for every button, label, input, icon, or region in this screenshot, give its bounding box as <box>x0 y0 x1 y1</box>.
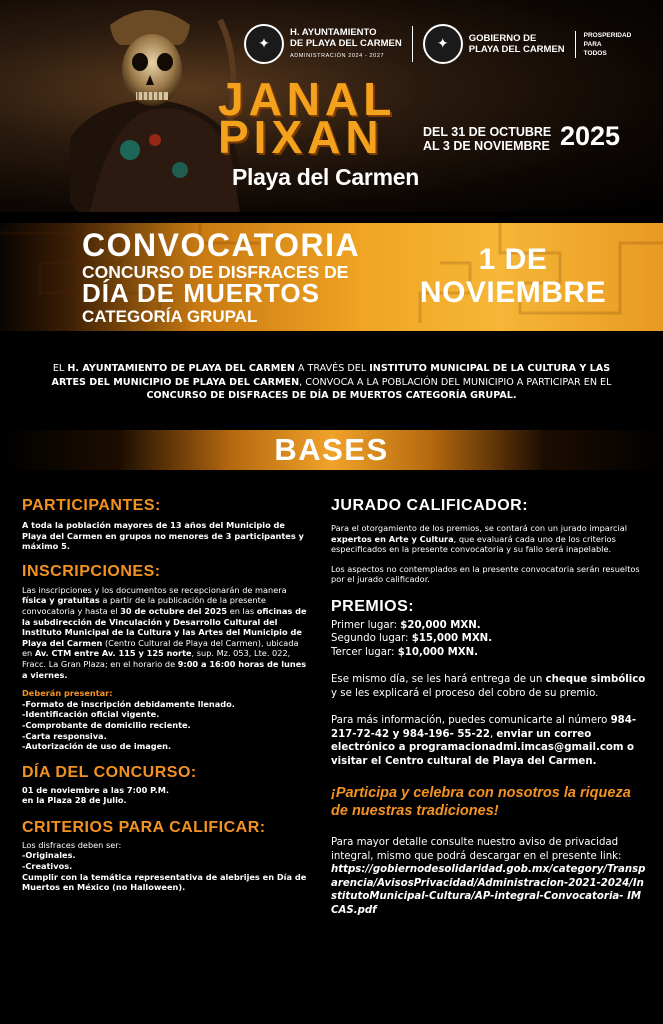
bases-heading: BASES <box>274 432 389 467</box>
contest-date-line2: NOVIEMBRE <box>419 276 607 309</box>
contest-date-line1: 1 DE <box>478 243 548 276</box>
inscripciones-span: a partir de la publicación de la presente convocatoria y hasta el <box>22 595 266 616</box>
event-title-line1: JANAL <box>218 73 397 125</box>
dia-concurso-heading: DÍA DEL CONCURSO: <box>22 763 197 781</box>
inscripciones-text <box>22 585 307 680</box>
intro-paragraph <box>40 362 623 403</box>
privacy-link[interactable]: https://gobiernodesolidaridad.gob.mx/category/Transparencia/AvisosPrivacidad/Administracion-2021-2024/InstitutoMunicipal-Cultura/AP-integral-Convocatoria- IMCAS.pdf <box>331 864 646 916</box>
inscripciones-bold: Av. CTM entre Av. 115 y 125 norte <box>34 648 192 659</box>
jurado-span: , que evaluará cada uno de los criterios especificados en la presente convocatoria y su fallo será inapelable. <box>331 533 616 555</box>
participantes-heading: PARTICIPANTES: <box>22 497 161 514</box>
event-dates-line2: AL 3 DE NOVIEMBRE <box>423 139 550 153</box>
premio-label: Segundo lugar: <box>331 633 412 645</box>
intro-text: EL <box>52 363 68 374</box>
call-to-action: ¡Participa y celebra con nosotros la riqueza de nuestras tradiciones! <box>331 785 631 820</box>
inscripciones-bold: 30 de octubre del 2025 <box>120 605 228 616</box>
contact-phones: 984-217-72-42 y 984-196- 55-22 <box>331 715 637 740</box>
criterio-item: -Originales. <box>22 850 76 861</box>
premios-list <box>331 619 646 660</box>
premios-note <box>331 673 646 700</box>
premio-amount: $10,000 MXN. <box>397 646 479 658</box>
inscripciones-heading: INSCRIPCIONES: <box>22 562 161 580</box>
org2-line1: GOBIERNO DE <box>468 33 537 44</box>
dia-concurso-line: en la Plaza 28 de Julio. <box>22 795 127 806</box>
slogan-line2: PARA <box>583 40 602 48</box>
premios-note-bold: cheque simbólico <box>545 674 646 686</box>
criterios-heading: CRITERIOS PARA CALIFICAR: <box>22 818 266 836</box>
criterios-intro: Los disfraces deben ser: <box>22 839 122 850</box>
criterio-item: Cumplir con la temática representativa de alebrijes en Día de Muertos en México (no Halloween). <box>22 871 307 893</box>
intro-bold: INSTITUTO MUNICIPAL DE LA CULTURA Y LAS ARTES DEL MUNICIPIO DE PLAYA DEL CARMEN <box>51 363 611 388</box>
gobierno-logo-text <box>469 33 565 55</box>
jurado-heading: JURADO CALIFICADOR: <box>331 497 529 514</box>
document-item: -Carta responsiva. <box>22 730 107 741</box>
jurado-span: Para el otorgamiento de los premios, se contará con un jurado imparcial <box>331 523 628 533</box>
privacy-text: Para mayor detalle consulte nuestro aviso de privacidad integral, mismo que podrá descargar en el presente link: <box>331 837 622 862</box>
premio-label: Tercer lugar: <box>331 646 398 658</box>
slogan-line1: PROSPERIDAD <box>583 31 632 39</box>
dia-concurso-line: 01 de noviembre a las 7:00 P.M. <box>22 784 170 795</box>
event-dates <box>423 125 551 153</box>
jurado-text <box>331 523 646 555</box>
municipal-seal-icon: ✦ <box>244 24 284 64</box>
intro-text: , CONVOCA A LA POBLACIÓN DEL MUNICIPIO A PARTICIPAR EN EL <box>299 376 612 388</box>
document-item: -Autorización de uso de imagen. <box>22 741 172 752</box>
slogan <box>575 31 632 58</box>
event-city: Playa del Carmen <box>232 164 419 190</box>
contact-email: enviar un correo electrónico a programacionadmi.imcas@gmail.com o visitar el Centro cultural de Playa del Carmen. <box>331 728 635 767</box>
logo-divider <box>412 26 413 62</box>
inscripciones-span: Las inscripciones y los documentos se recepcionarán de manera <box>22 584 287 595</box>
right-column <box>331 497 646 917</box>
org1-line2: DE PLAYA DEL CARMEN <box>290 37 402 49</box>
convocatoria-event: DÍA DE MUERTOS <box>82 278 320 308</box>
inscripciones-span: , sup. Mz. 053, Lte. 022, Fracc. La Gran Plaza; en el horario de <box>22 648 291 669</box>
document-item: -Comprobante de domicilio reciente. <box>22 719 191 730</box>
premios-heading: PREMIOS: <box>331 597 415 615</box>
event-year: 2025 <box>560 121 621 151</box>
premio-item <box>331 646 646 660</box>
inscripciones-span: (Centro Cultural de Playa del Carmen), ubicada en <box>22 637 299 659</box>
slogan-line3: TODOS <box>583 49 607 57</box>
criterio-item: -Creativos. <box>22 861 73 872</box>
participantes-text: A toda la población mayores de 13 años del Municipio de Playa del Carmen en grupos no menores de 3 participantes y máximo 5. <box>22 520 304 552</box>
contact-span: Para más información, puedes comunicarte al número <box>331 715 611 727</box>
org1-line1: H. AYUNTAMIENTO <box>290 26 377 38</box>
convocatoria-subtitle: CONCURSO DE DISFRACES DE <box>82 262 349 282</box>
inscripciones-bold: 9:00 a 16:00 horas de lunes a viernes. <box>22 658 307 680</box>
premio-amount: $20,000 MXN. <box>400 619 481 631</box>
convocatoria-title: CONVOCATORIA <box>82 227 361 263</box>
premio-item <box>331 632 646 646</box>
intro-bold: CONCURSO DE DISFRACES DE DÍA DE MUERTOS CATEGORÍA GRUPAL. <box>146 390 517 401</box>
dia-concurso-text <box>22 785 307 806</box>
criterios-list <box>22 850 307 892</box>
premio-item <box>331 619 646 633</box>
document-item: -Formato de inscripción debidamente llenado. <box>22 698 235 709</box>
inscripciones-span: en las <box>227 605 257 616</box>
premio-amount: $15,000 MXN. <box>411 633 493 645</box>
government-seal-icon: ✦ <box>423 24 463 64</box>
inscripciones-bold: física y gratuitas <box>22 595 100 606</box>
org2-line2: PLAYA DEL CARMEN <box>468 44 565 55</box>
intro-text: A TRAVÉS DEL <box>294 363 370 374</box>
premio-label: Primer lugar: <box>331 619 401 631</box>
org1-line3: ADMINISTRACIÓN 2024 - 2027 <box>290 52 385 59</box>
event-dates-line1: DEL 31 DE OCTUBRE <box>423 125 552 139</box>
left-column <box>22 497 307 893</box>
header-logos <box>244 24 631 64</box>
jurado-note: Los aspectos no contemplados en la presente convocatoria serán resueltos por el jurado calificador. <box>331 563 640 585</box>
premios-note-span: Ese mismo día, se les hará entrega de un <box>331 674 546 686</box>
convocatoria-category: CATEGORÍA GRUPAL <box>82 307 258 326</box>
contact-span: , <box>489 728 497 740</box>
contact-info <box>331 714 646 768</box>
documents-heading: Deberán presentar: <box>22 688 113 699</box>
premios-note-span: y se les explicará el proceso del cobro de su premio. <box>331 687 599 699</box>
intro-bold: H. AYUNTAMIENTO DE PLAYA DEL CARMEN <box>67 363 295 374</box>
inscripciones-bold: oficinas de la subdirección de Vinculación y Desarrollo Cultural del Instituto Municipal de la Cultura y las Artes del Municipio de Playa del Carmen <box>22 605 307 648</box>
convocatoria-banner <box>0 223 663 331</box>
contest-date <box>418 243 608 309</box>
documents-list <box>22 699 307 752</box>
document-item: -Identificación oficial vigente. <box>22 709 160 720</box>
event-title-line2: PIXAN <box>218 111 384 163</box>
jurado-bold: expertos en Arte y Cultura <box>331 533 454 544</box>
ayuntamiento-logo-text <box>290 27 402 62</box>
bases-banner <box>0 430 663 470</box>
hero-section <box>0 0 663 212</box>
